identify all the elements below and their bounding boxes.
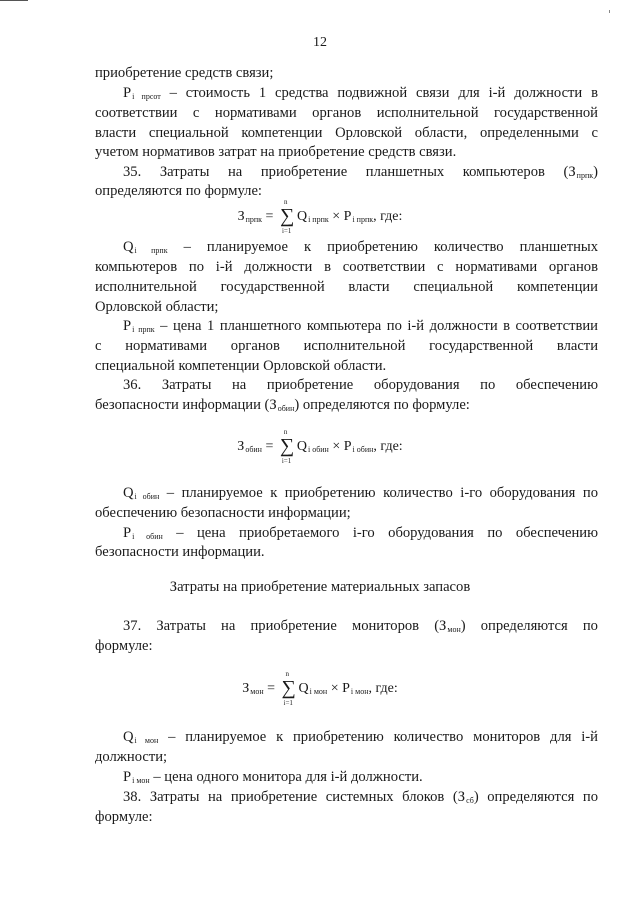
paragraph-line: компьютеров по i-й должности в соответствии с нормативами органов — [95, 259, 598, 275]
paragraph-line: 36. Затраты на приобретение оборудования по обеспечению — [123, 377, 598, 393]
scan-mark — [0, 0, 28, 1]
paragraph-line: $Q_{i мон}$ – планируемое к приобретению количество мониторов для i-й — [123, 729, 598, 745]
paragraph-line: 38. Затраты на приобретение системных блоков $(З_{сб})$ определяются по — [123, 789, 598, 805]
paragraph-line: определяются по формуле: — [95, 183, 262, 199]
page-number: 12 — [313, 35, 327, 50]
sum-symbol: n ∑ i=1 — [279, 198, 295, 235]
paragraph-line: безопасности информации. — [95, 544, 265, 560]
paragraph: приобретение средств связи; — [95, 65, 274, 81]
paragraph-line: $P_{i мон}$ – цена одного монитора для i-й должности. — [123, 769, 423, 785]
paragraph-line: учетом нормативов затрат на приобретение средств связи. — [95, 144, 457, 160]
paragraph-line: $P_{i прпк}$ – цена 1 планшетного компьютера по i-й должности в соответствии — [123, 318, 598, 334]
paragraph-line: $P_{i прсот}$ – стоимость 1 средства подвижной связи для i-й должности в — [123, 85, 598, 101]
paragraph-line: с нормативами органов исполнительной государственной власти — [95, 338, 598, 354]
paragraph-line: должности; — [95, 749, 168, 765]
paragraph-line: власти специальной компетенции Орловской области, определенными с — [95, 125, 598, 141]
paragraph-line: Орловской области; — [95, 299, 219, 315]
paragraph-line: обеспечению безопасности информации; — [95, 505, 351, 521]
paragraph-line: безопасности информации $(З_{обин})$ определяются по формуле: — [95, 397, 470, 413]
paragraph-line: специальной компетенции Орловской области. — [95, 358, 387, 374]
scan-mark — [609, 10, 610, 13]
paragraph-line: $Q_{i прпк}$ – планируемое к приобретению количество планшетных — [123, 239, 599, 255]
paragraph-line: формуле: — [95, 638, 153, 654]
section-heading: Затраты на приобретение материальных запасов — [169, 579, 471, 595]
formula-monitors: $З_{мон}$ = n ∑ i=1 $Q_{i мон} \times P_{i мон}$, где: — [242, 670, 398, 707]
formula-tablets: $З_{прпк}$ = n ∑ i=1 $Q_{i прпк} \times P_{i прпк}$, где: — [237, 198, 403, 235]
paragraph-line: исполнительной государственной власти специальной компетенции — [95, 279, 598, 295]
paragraph-line: 35. Затраты на приобретение планшетных компьютеров $(З_{прпк})$ — [123, 164, 598, 180]
sum-symbol: n ∑ i=1 — [279, 428, 295, 465]
paragraph-line: формуле: — [95, 809, 153, 825]
paragraph-line: $Q_{i обин}$ – планируемое к приобретению количество i-го оборудования по — [123, 485, 598, 501]
formula-security-equipment: $З_{обин}$ = n ∑ i=1 $Q_{i обин} \times P_{i обин}$, где: — [237, 428, 403, 465]
sum-symbol: n ∑ i=1 — [281, 670, 296, 707]
paragraph-line: $P_{i обин}$ – цена приобретаемого i-го оборудования по обеспечению — [123, 525, 598, 541]
paragraph-line: соответствии с нормативами органов исполнительной государственной — [95, 105, 598, 121]
paragraph-line: 37. Затраты на приобретение мониторов $(З_{мон})$ определяются по — [123, 618, 598, 634]
